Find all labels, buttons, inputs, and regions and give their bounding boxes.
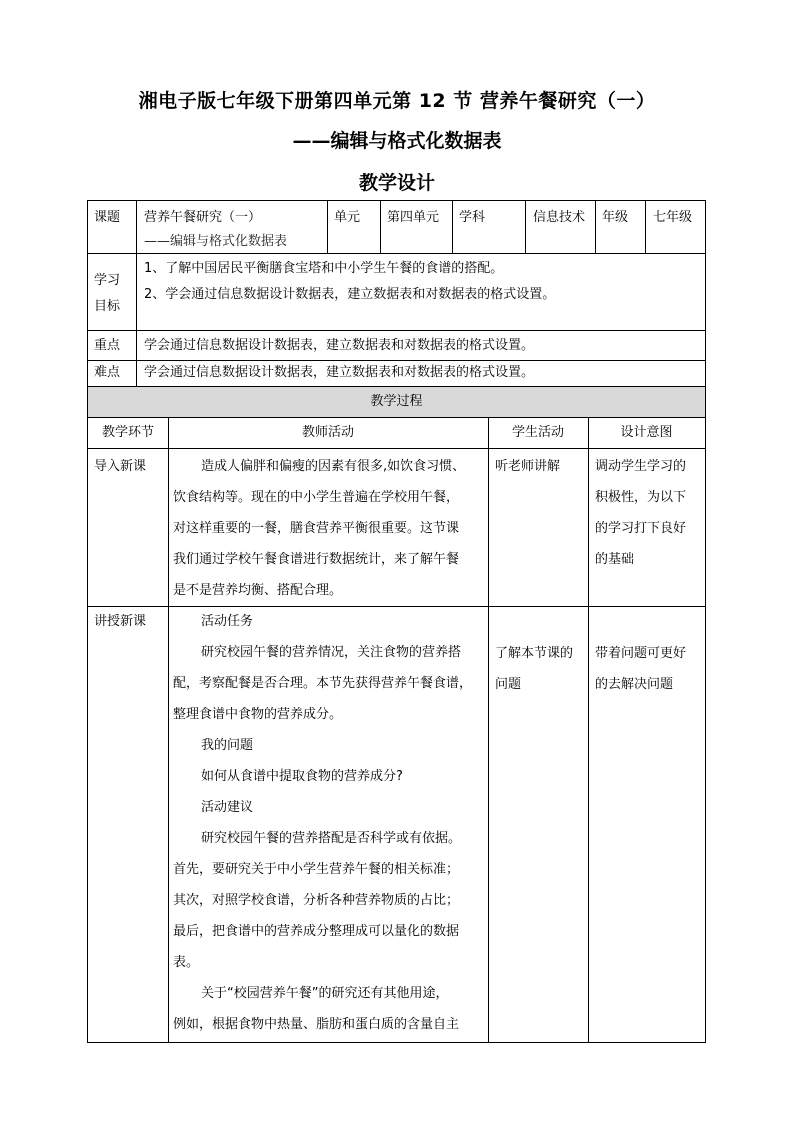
column-header-student: 学生活动 — [511, 425, 564, 440]
teacher-line: 例如，根据食物中热量、脂肪和蛋白质的含量自主 — [173, 1017, 460, 1032]
teacher-line: 饮食结构等。现在的中小学生普遍在学校用午餐， — [173, 490, 460, 505]
column-divider — [525, 201, 526, 253]
row-divider — [88, 253, 705, 254]
column-divider — [327, 201, 328, 253]
intent-line: 的学习打下良好 — [595, 521, 687, 536]
row-divider — [88, 330, 705, 331]
column-header-intent: 设计意图 — [620, 425, 673, 440]
student-line: 了解本节课的 — [495, 646, 574, 661]
objectives-label-line1: 学习 — [94, 273, 121, 288]
stage-cell: 导入新课 — [94, 459, 147, 474]
column-header-stage: 教学环节 — [101, 425, 154, 440]
intent-line: 的基础 — [595, 552, 635, 567]
teacher-line: 其次，对照学校食谱，分析各种营养物质的占比； — [173, 893, 460, 908]
difficulty-label: 难点 — [94, 365, 121, 380]
unit-label: 单元 — [334, 210, 361, 225]
teacher-line: 活动建议 — [201, 800, 254, 815]
document-subtitle: ——编辑与格式化数据表 — [292, 130, 502, 152]
topic-value-line2: ——编辑与格式化数据表 — [144, 234, 288, 249]
column-divider — [488, 417, 489, 1043]
column-divider — [168, 417, 169, 1043]
teacher-line: 关于“校园营养午餐”的研究还有其他用途， — [201, 986, 449, 1001]
teacher-line: 我的问题 — [201, 738, 254, 753]
design-intent-cell — [595, 451, 686, 575]
student-activity-cell: 听老师讲解 — [495, 459, 561, 474]
teacher-line: 首先，要研究关于中小学生营养午餐的相关标准； — [173, 862, 460, 877]
teacher-line: 研究校园午餐的营养情况，关注食物的营养搭 — [201, 645, 462, 660]
intent-line: 积极性，为以下 — [595, 490, 687, 505]
column-divider — [380, 201, 381, 253]
row-divider — [88, 386, 705, 387]
grade-value: 七年级 — [653, 210, 693, 225]
student-line: 问题 — [495, 677, 522, 692]
column-divider — [595, 201, 596, 253]
column-divider — [645, 201, 646, 253]
teacher-line: 研究校园午餐的营养搭配是否科学或有依据。 — [201, 831, 462, 846]
unit-value: 第四单元 — [387, 210, 440, 225]
lesson-plan-table — [87, 200, 706, 1043]
teacher-line: 我们通过学校午餐食谱进行数据统计，来了解午餐 — [173, 552, 460, 567]
topic-label: 课题 — [94, 210, 121, 225]
student-activity-cell — [495, 638, 573, 700]
teacher-line: 是不是营养均衡、搭配合理。 — [173, 583, 343, 598]
row-divider — [88, 448, 705, 449]
grade-label: 年级 — [602, 210, 629, 225]
row-divider — [88, 360, 705, 361]
teacher-activity-cell — [173, 606, 472, 1040]
column-header-teacher: 教师活动 — [301, 425, 354, 440]
design-intent-cell — [595, 638, 686, 700]
column-divider — [136, 201, 137, 253]
teacher-line: 整理食谱中食物的营养成分。 — [173, 707, 343, 722]
teacher-line: 活动任务 — [201, 614, 254, 629]
key-point-value: 学会通过信息数据设计数据表，建立数据表和对数据表的格式设置。 — [144, 338, 535, 353]
teacher-line: 最后，把食谱中的营养成分整理成可以量化的数据 — [173, 924, 460, 939]
teacher-line: 对这样重要的一餐，膳食营养平衡很重要。这节课 — [173, 521, 460, 536]
subject-value: 信息技术 — [533, 210, 586, 225]
column-divider — [452, 201, 453, 253]
teacher-line: 配，考察配餐是否合理。本节先获得营养午餐食谱， — [173, 676, 473, 691]
document-title: 湘电子版七年级下册第四单元第 12 节 营养午餐研究（一） — [138, 90, 656, 112]
document-heading: 教学设计 — [358, 172, 435, 194]
subject-label: 学科 — [459, 210, 486, 225]
intent-line: 的去解决问题 — [595, 677, 674, 692]
teacher-line: 如何从食谱中提取食物的营养成分? — [201, 769, 403, 784]
teacher-line: 造成人偏胖和偏瘦的因素有很多,如饮食习惯、 — [201, 459, 466, 474]
key-point-label: 重点 — [94, 338, 121, 353]
intent-line: 调动学生学习的 — [595, 459, 687, 474]
stage-cell: 讲授新课 — [94, 614, 147, 629]
objective-item: 1、了解中国居民平衡膳食宝塔和中小学生午餐的食谱的搭配。 — [144, 261, 504, 276]
objective-item: 2、学会通过信息数据设计数据表，建立数据表和对数据表的格式设置。 — [144, 287, 556, 302]
row-divider — [88, 417, 705, 418]
objectives-label-line2: 目标 — [94, 299, 121, 314]
topic-value-line1: 营养午餐研究（一） — [144, 210, 262, 225]
column-divider — [136, 253, 137, 386]
teacher-activity-cell — [173, 451, 465, 606]
difficulty-value: 学会通过信息数据设计数据表，建立数据表和对数据表的格式设置。 — [144, 365, 535, 380]
intent-line: 带着问题可更好 — [595, 646, 687, 661]
process-section-title: 教学过程 — [370, 394, 423, 409]
teacher-line: 表。 — [173, 955, 200, 970]
column-divider — [588, 417, 589, 1043]
